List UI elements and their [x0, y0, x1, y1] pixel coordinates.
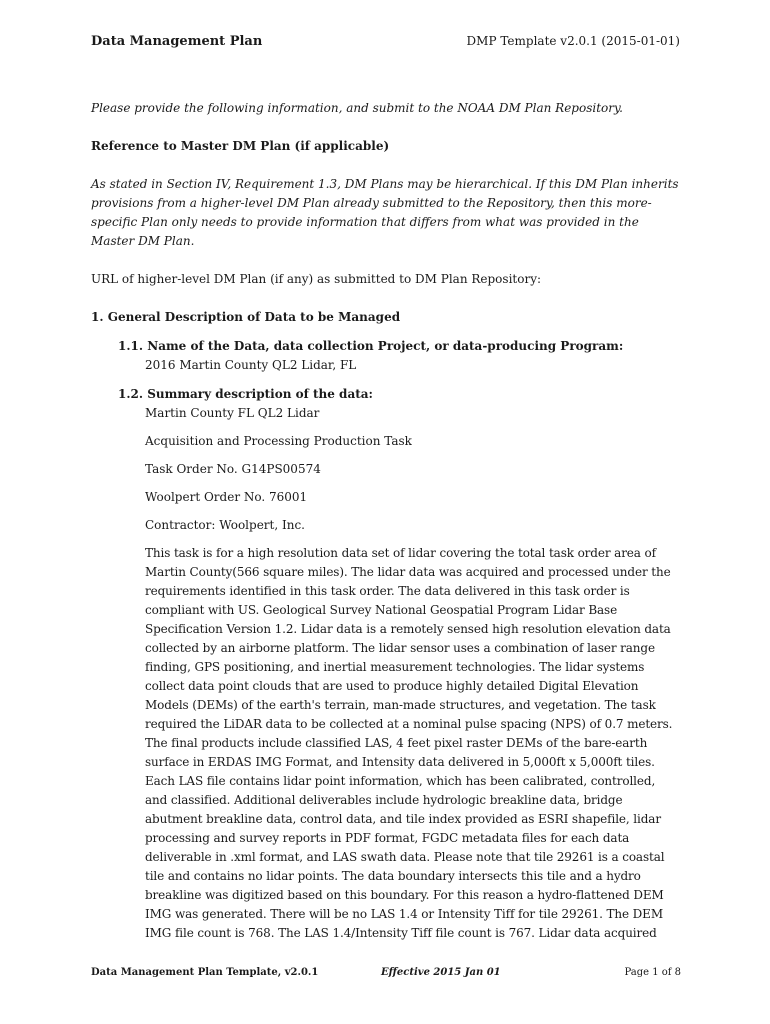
section-1-heading: 1. General Description of Data to be Managed	[91, 310, 401, 324]
document-body	[91, 99, 681, 943]
master-ref-note: As stated in Section IV, Requirement 1.3, DM Plans may be hierarchical. If this DM Plan inherits provisions from a higher-level DM Plan already submitted to the Repository, then this more-specific Plan only needs to provide information that differs from what was provided in the Master DM Plan.	[91, 177, 679, 248]
summary-line: Woolpert Order No. 76001	[145, 490, 308, 504]
footer-effective-date: Effective 2015 Jan 01	[381, 967, 501, 978]
item-1-2-content	[145, 404, 681, 943]
summary-line: Acquisition and Processing Production Task	[145, 434, 412, 448]
item-1-1-value: 2016 Martin County QL2 Lidar, FL	[145, 358, 357, 372]
summary-paragraph: This task is for a high resolution data set of lidar covering the total task order area of Martin County(566 square miles). The lidar data was acquired and processed under the requirements identified in this task order. The data delivered in this task order is compliant with US. Geological Survey National Geospatial Program Lidar Base Specification Version 1.2. Lidar data is a remotely sensed high resolution elevation data collected by an airborne platform. The lidar sensor uses a combination of laser range finding, GPS positioning, and inertial measurement technologies. The lidar systems collect data point clouds that are used to produce highly detailed Digital Elevation Models (DEMs) of the earth's terrain, man-made structures, and vegetation. The task required the LiDAR data to be collected at a nominal pulse spacing (NPS) of 0.7 meters. The final products include classified LAS, 4 feet pixel raster DEMs of the bare-earth surface in ERDAS IMG Format, and Intensity data delivered in 5,000ft x 5,000ft tiles. Each LAS file contains lidar point information, which has been calibrated, controlled, and classified. Additional deliverables include hydrologic breakline data, bridge abutment breakline data, control data, and tile index provided as ESRI shapefile, lidar processing and survey reports in PDF format, FGDC metadata files for each data deliverable in .xml format, and LAS swath data. Please note that tile 29261 is a coastal tile and contains no lidar points. The data boundary intersects this tile and a hydro breakline was digitized based on this boundary. For this reason a hydro-flattened DEM IMG was generated. There will be no LAS 1.4 or Intensity Tiff for tile 29261. The DEM IMG file count is 768. The LAS 1.4/Intensity Tiff file count is 767. Lidar data acquired	[145, 546, 673, 940]
master-ref-heading: Reference to Master DM Plan (if applicable)	[91, 139, 390, 153]
summary-line: Task Order No. G14PS00574	[145, 462, 321, 476]
master-ref-url-label: URL of higher-level DM Plan (if any) as submitted to DM Plan Repository:	[91, 272, 542, 286]
header-title: Data Management Plan	[91, 34, 263, 49]
footer-template-name: Data Management Plan Template, v2.0.1	[91, 967, 319, 978]
summary-line: Contractor: Woolpert, Inc.	[145, 518, 305, 532]
summary-line: Martin County FL QL2 Lidar	[145, 406, 320, 420]
header-template-version: DMP Template v2.0.1 (2015-01-01)	[466, 34, 680, 48]
footer-page-number: Page 1 of 8	[624, 967, 681, 978]
item-1-1-label: 1.1. Name of the Data, data collection Project, or data-producing Program:	[118, 339, 624, 353]
item-1-1-content	[145, 356, 681, 375]
item-1-2-label: 1.2. Summary description of the data:	[118, 387, 373, 401]
intro-instruction: Please provide the following information, and submit to the NOAA DM Plan Repository.	[91, 101, 623, 115]
